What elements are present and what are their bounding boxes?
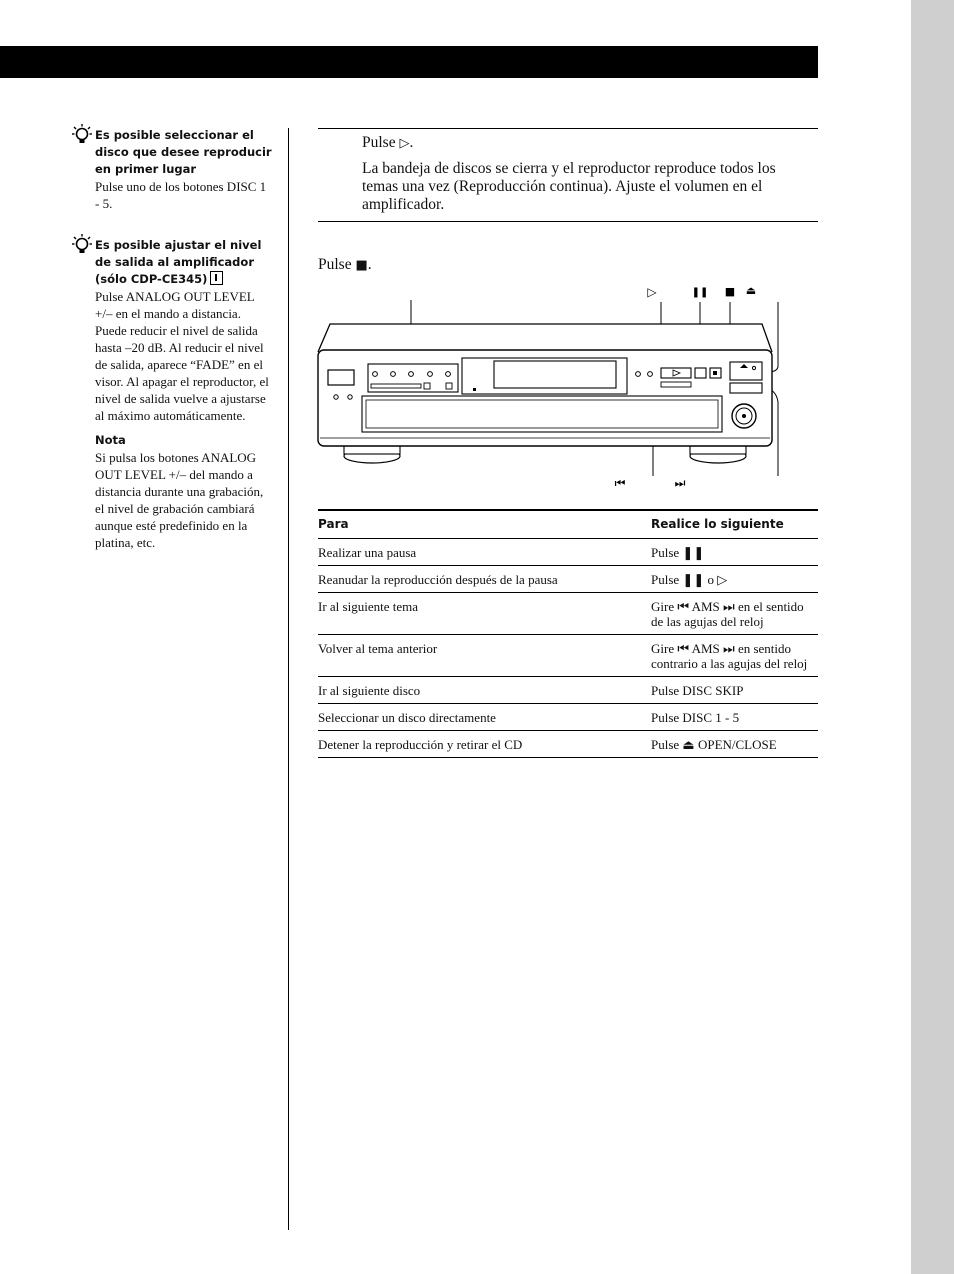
table-cell-instruction: Gire ⏮ AMS ⏭ en sentido contrario a las agujas del reloj bbox=[651, 635, 818, 677]
diagram-label-stop: ■ bbox=[724, 285, 736, 298]
lightbulb-icon bbox=[72, 123, 92, 147]
table-cell-action: Volver al tema anterior bbox=[318, 635, 651, 677]
cd-player-diagram bbox=[300, 278, 800, 498]
diagram-label-prev: ⏮ bbox=[614, 476, 626, 490]
stop-instruction: Pulse ■. bbox=[318, 256, 372, 273]
tip-heading: Es posible seleccionar el disco que desee reproducir en primer lugar bbox=[95, 128, 272, 176]
table-header-cell: Para bbox=[318, 510, 651, 539]
table-cell-instruction: Pulse DISC 1 - 5 bbox=[651, 704, 818, 731]
note-text: Si pulsa los botones ANALOG OUT LEVEL +/– del mando a distancia durante una grabación, el nivel de grabación cambiará aunque esté predefinido en la platina, etc. bbox=[95, 450, 264, 550]
table-cell-action: Detener la reproducción y retirar el CD bbox=[318, 731, 651, 758]
table-cell-action: Realizar una pausa bbox=[318, 539, 651, 566]
lightbulb-icon bbox=[72, 233, 92, 257]
table-cell-instruction: Pulse ❚❚ bbox=[651, 539, 818, 566]
table-cell-instruction: Gire ⏮ AMS ⏭ en el sentido de las agujas del reloj bbox=[651, 593, 818, 635]
table-header bbox=[318, 510, 818, 539]
stop-action: Pulse bbox=[318, 256, 352, 273]
diagram-label-next: ⏭ bbox=[674, 476, 686, 490]
table-cell-instruction: Pulse ⏏ OPEN/CLOSE bbox=[651, 731, 818, 758]
tip-select-disc bbox=[72, 127, 272, 212]
step-top-rule bbox=[318, 128, 818, 129]
note-heading: Nota bbox=[95, 433, 126, 447]
table-cell-instruction: Pulse ❚❚ o ▷ bbox=[651, 566, 818, 593]
diagram-label-play: ▷ bbox=[647, 285, 657, 299]
remote-control-icon bbox=[210, 271, 223, 285]
stop-icon: ■ bbox=[355, 258, 368, 273]
table-cell-action: Reanudar la reproducción después de la pausa bbox=[318, 566, 651, 593]
table-cell-instruction: Pulse DISC SKIP bbox=[651, 677, 818, 704]
table-row bbox=[318, 635, 818, 677]
step-bottom-rule bbox=[318, 221, 818, 222]
table-row bbox=[318, 539, 818, 566]
table-cell-action: Ir al siguiente tema bbox=[318, 593, 651, 635]
header-bar bbox=[0, 46, 818, 78]
diagram-label-eject: ⏏ bbox=[745, 284, 757, 297]
operations-table bbox=[318, 509, 818, 758]
table-row bbox=[318, 704, 818, 731]
side-tab bbox=[911, 0, 954, 1274]
table-row bbox=[318, 677, 818, 704]
table-header-cell: Realice lo siguiente bbox=[651, 510, 818, 539]
step-play: Pulse ▷. La bandeja de discos se cierra y el reproductor reproduce todos los temas una vez (Reproducción continua). Ajuste el volumen en el amplificador. bbox=[362, 134, 814, 221]
tip-output-level bbox=[72, 237, 272, 551]
tip-text: Pulse ANALOG OUT LEVEL +/– en el mando a distancia. Puede reducir el nivel de salida hasta –20 dB. Al reducir el nivel de salida, aparece “FADE” en el visor. Al apagar el reproductor, el nivel de salida vuelve a ajustarse al máximo automáticamente. bbox=[95, 289, 269, 423]
step-description: La bandeja de discos se cierra y el reproductor reproduce todos los temas una vez (Reproducción continua). Ajuste el volumen en el amplificador. bbox=[362, 160, 776, 213]
play-icon: ▷ bbox=[399, 136, 410, 151]
diagram-label-pause: ❚❚ bbox=[691, 287, 709, 298]
column-divider bbox=[288, 128, 289, 1230]
table-row bbox=[318, 731, 818, 758]
table-row bbox=[318, 566, 818, 593]
table-cell-action: Seleccionar un disco directamente bbox=[318, 704, 651, 731]
step-action: Pulse bbox=[362, 134, 396, 151]
table-row bbox=[318, 593, 818, 635]
tip-heading: Es posible ajustar el nivel de salida al amplificador (sólo CDP-CE345) bbox=[95, 238, 262, 286]
table-cell-action: Ir al siguiente disco bbox=[318, 677, 651, 704]
tip-text: Pulse uno de los botones DISC 1 - 5. bbox=[95, 179, 267, 211]
